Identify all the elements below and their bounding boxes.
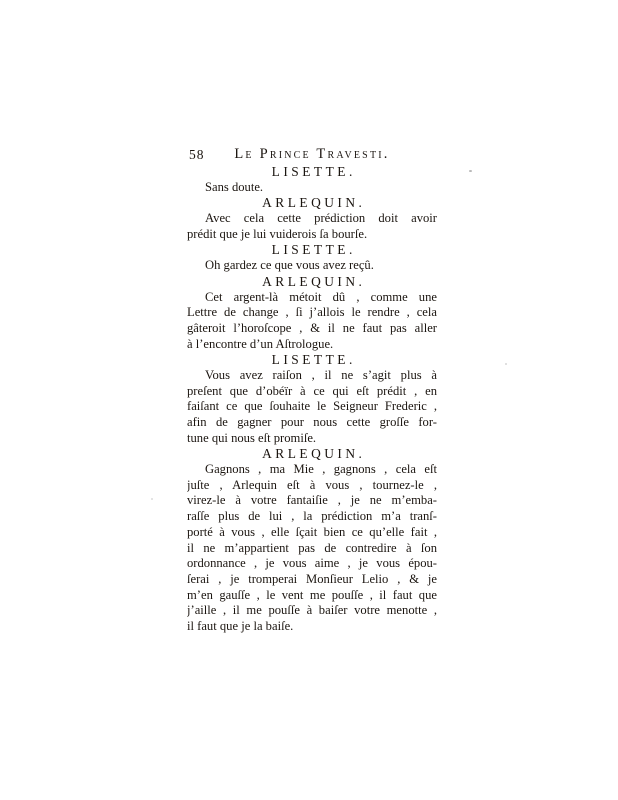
text-line: Cet argent-là métoit dû , comme une: [205, 289, 437, 304]
text-line: j’aille , il me pouſſe à baiſer votre menotte ,: [187, 603, 437, 618]
text-line: Vous avez raiſon , il ne s’agit plus à: [205, 367, 437, 382]
page-number: 58: [189, 147, 205, 162]
speaker-heading: ARLEQUIN.: [262, 446, 366, 462]
text-line: Oh gardez ce que vous avez reçû.: [205, 258, 374, 273]
text-line: il faut que je la baiſe.: [187, 618, 294, 633]
text-line: Lettre de change , ſi j’allois le rendre , cela: [187, 305, 437, 320]
text-line: prédit que je lui vuiderois ſa bourſe.: [187, 226, 368, 241]
text-line: juſte , Arlequin eſt à vous , tournez-le ,: [187, 477, 437, 492]
text-line: il ne m’appartient pas de contredire à ſon: [187, 540, 437, 555]
speaker-heading: ARLEQUIN.: [262, 195, 366, 211]
speaker-heading: LISETTE.: [271, 242, 356, 258]
text-line: preſent que d’obéïr à ce qui eſt prédit , en: [187, 383, 437, 398]
text-line: ordonnance , je vous aime , je vous épou-: [187, 556, 437, 571]
scan-speck: [469, 170, 472, 172]
text-line: afin de gagner pour nous cette groſſe for-: [187, 415, 437, 429]
text-lines: [187, 164, 437, 635]
speaker-heading: LISETTE.: [271, 164, 356, 179]
text-line: m’en gauſſe , le vent me pouſſe , il faut que: [187, 587, 437, 602]
speaker-heading: ARLEQUIN.: [262, 273, 366, 289]
text-line: à l’encontre d’un Aſtrologue.: [187, 336, 334, 351]
text-line: Avec cela cette prédiction doit avoir: [205, 211, 437, 226]
text-line: ſerai , je tromperai Monſieur Lelio , & je: [187, 571, 437, 586]
text-line: Sans doute.: [205, 179, 264, 194]
text-line: porté à vous , elle ſçait bien ce qu’elle fait ,: [187, 524, 437, 539]
text-line: faiſant ce que ſouhaite le Seigneur Frederic ,: [187, 399, 437, 414]
text-line: tune qui nous eſt promiſe.: [187, 430, 317, 445]
text-line: virez-le à votre fantaiſie , je ne m’emba-: [187, 493, 437, 508]
speaker-heading: LISETTE.: [271, 352, 356, 368]
text-line: Gagnons , ma Mie , gagnons , cela eſt: [205, 462, 437, 477]
text-block: [187, 146, 437, 635]
text-line: raſſe plus de lui , la prédiction m’a tranſ-: [187, 509, 437, 524]
scan-speck: [151, 498, 153, 500]
running-title: Le Prince Travesti.: [234, 146, 390, 162]
text-line: gâteroit l’horoſcope , & il ne faut pas aller: [187, 320, 437, 335]
scan-speck: [505, 363, 507, 365]
running-header: [187, 146, 437, 163]
